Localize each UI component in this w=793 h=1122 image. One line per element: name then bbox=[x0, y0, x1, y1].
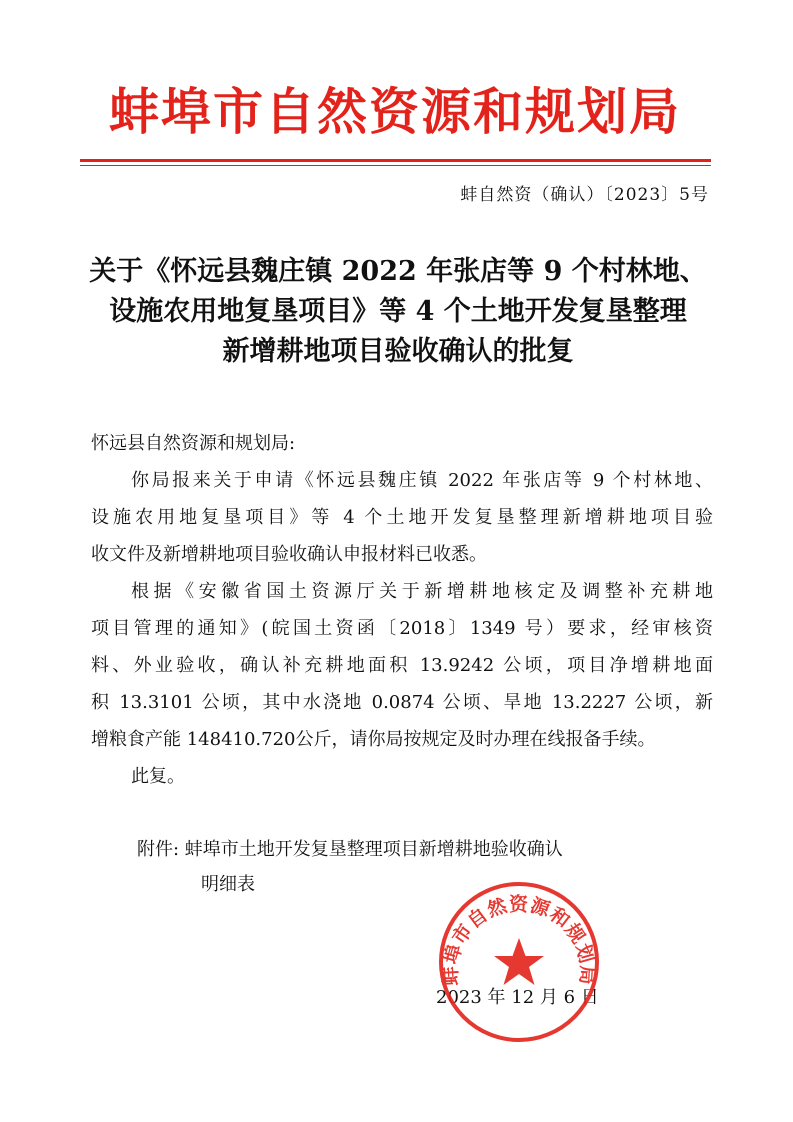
letterhead-thin-rule bbox=[80, 165, 711, 166]
letterhead-thick-rule bbox=[80, 159, 711, 162]
paragraph-2-line-1: 根据《安徽省国土资源厅关于新增耕地核定及调整补充耕地 bbox=[131, 581, 713, 602]
addressee: 怀远县自然资源和规划局: bbox=[91, 433, 296, 454]
paragraph-1-line-3: 收文件及新增耕地项目验收确认申报材料已收悉。 bbox=[91, 544, 487, 565]
paragraph-1-line-2: 设施农用地复垦项目》等 4 个土地开发复垦整理新增耕地项目验 bbox=[91, 507, 713, 528]
paragraph-1-line-1: 你局报来关于申请《怀远县魏庄镇 2022 年张店等 9 个村林地、 bbox=[131, 470, 713, 491]
paragraph-2-line-2: 项目管理的通知》(皖国土资函〔2018〕1349 号）要求，经审核资 bbox=[91, 618, 713, 639]
paragraph-2-line-3: 料、外业验收，确认补充耕地面积 13.9242 公顷，项目净增耕地面 bbox=[91, 655, 713, 676]
agency-letterhead: 蚌埠市自然资源和规划局 bbox=[109, 82, 681, 141]
document-body bbox=[91, 425, 713, 795]
paragraph-2-line-5: 增粮食产能 148410.720公斤，请你局按规定及时办理在线报备手续。 bbox=[91, 729, 656, 750]
issue-date: 2023 年 12 月 6 日 bbox=[436, 987, 599, 1008]
title-line-2: 设施农用地复垦项目》等 4 个土地开发复垦整理 bbox=[109, 296, 687, 327]
attachment-note bbox=[137, 832, 697, 902]
title-line-3: 新增耕地项目验收确认的批复 bbox=[222, 336, 574, 367]
document-number: 蚌自然资（确认）〔2023〕5号 bbox=[460, 185, 709, 205]
closing-remark: 此复。 bbox=[131, 766, 185, 787]
document-title bbox=[78, 252, 718, 372]
attachment-line-1: 附件: 蚌埠市土地开发复垦整理项目新增耕地验收确认 bbox=[137, 839, 563, 860]
seal-text: 蚌埠市自然资源和规划局 bbox=[439, 893, 599, 987]
attachment-line-2: 明细表 bbox=[201, 874, 255, 895]
paragraph-2-line-4: 积 13.3101 公顷，其中水浇地 0.0874 公顷、旱地 13.2227 公顷，新 bbox=[91, 692, 713, 713]
seal-star-icon bbox=[494, 938, 544, 985]
official-seal-stamp bbox=[437, 880, 601, 1044]
title-line-1: 关于《怀远县魏庄镇 2022 年张店等 9 个村林地、 bbox=[89, 256, 707, 287]
